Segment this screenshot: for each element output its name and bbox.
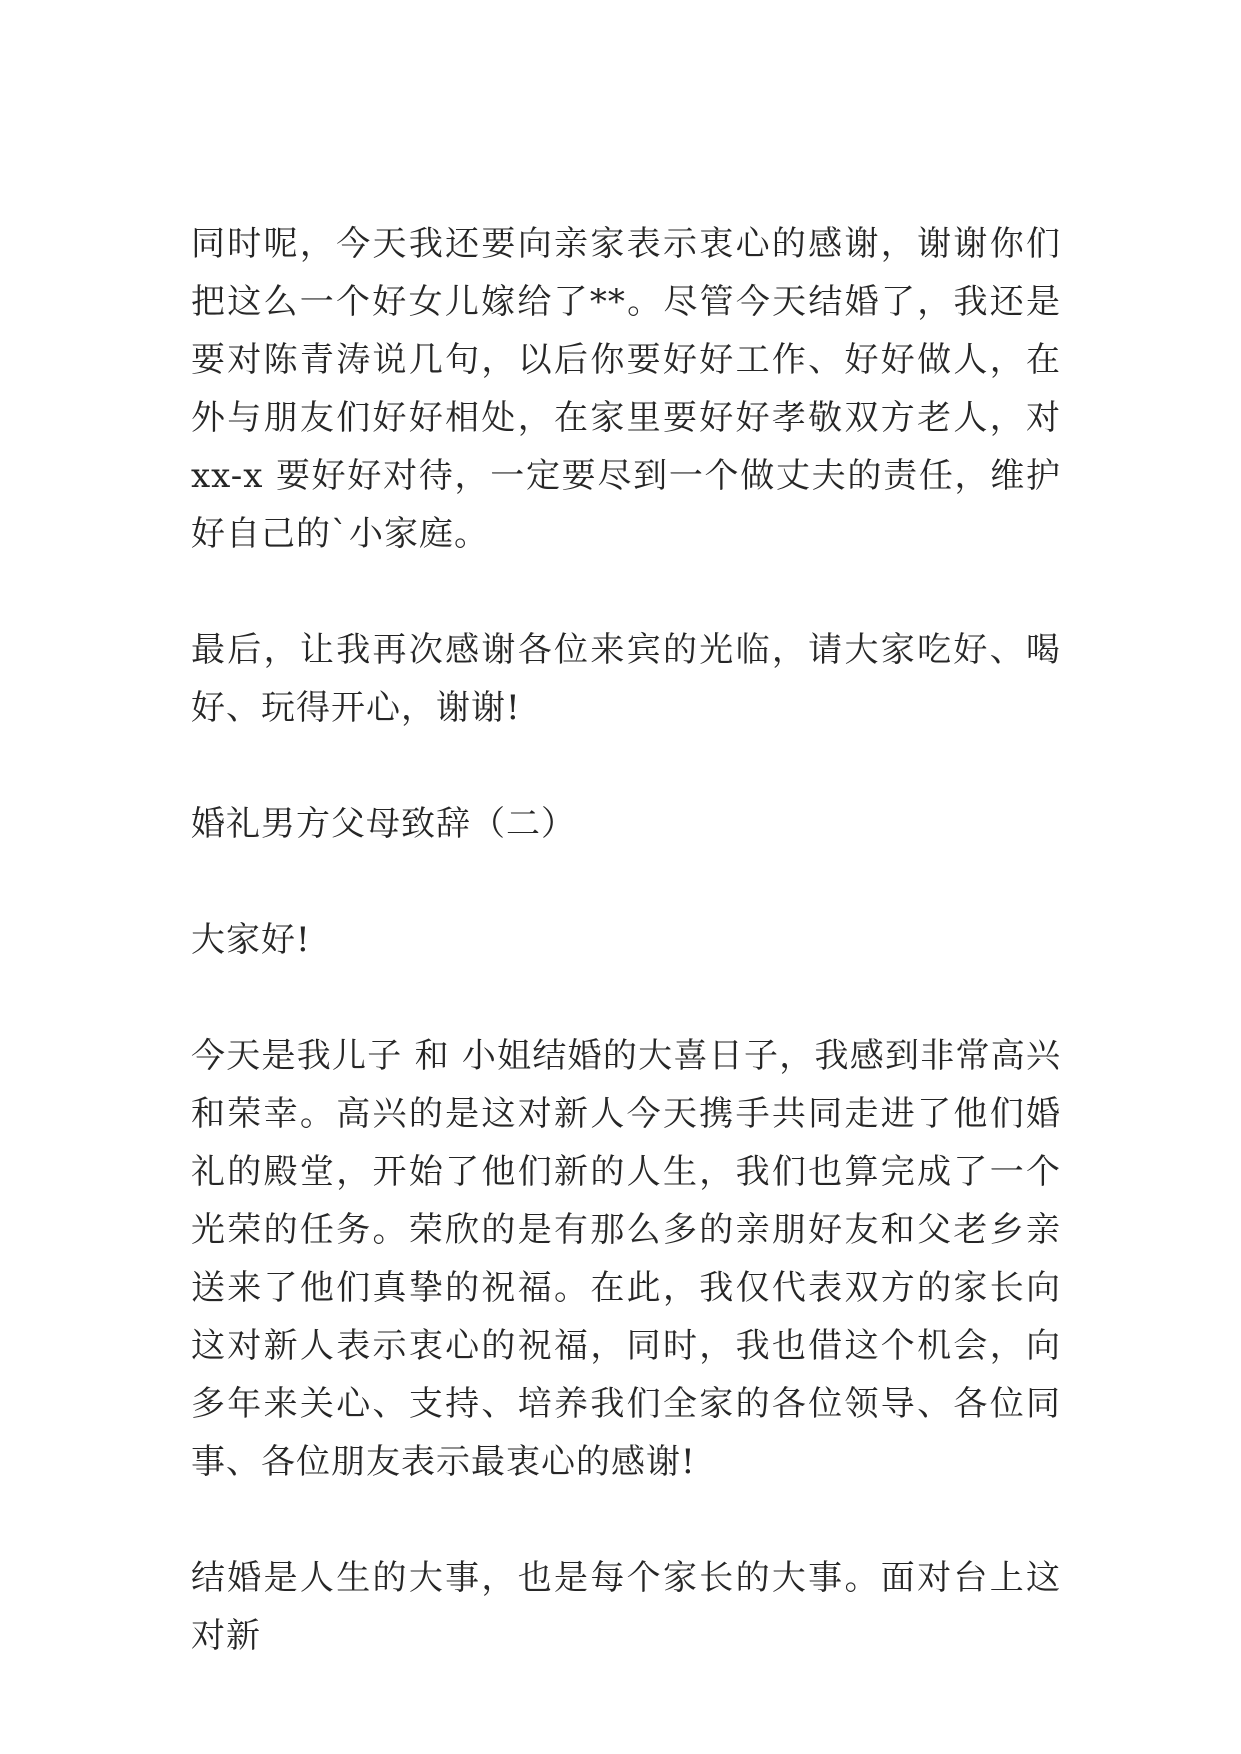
paragraph-closing-thanks: 最后，让我再次感谢各位来宾的光临，请大家吃好、喝好、玩得开心，谢谢!	[191, 630, 1061, 728]
paragraph-greeting: 大家好!	[191, 920, 311, 960]
paragraph-wedding-joy: 今天是我儿子 和 小姐结婚的大喜日子，我感到非常高兴和荣幸。高兴的是这对新人今天携手共同走进了他们婚礼的殿堂，开始了他们新的人生，我们也算完成了一个光荣的任务。荣欣的是有那么多的亲朋好友和父老乡亲送来了他们真挚的祝福。在此，我仅代表双方的家长向这对新人表示衷心的祝福，同时，我也借这个机会，向多年来关心、支持、培养我们全家的各位领导、各位同事、各位朋友表示最衷心的感谢!	[191, 1036, 1061, 1482]
paragraph-marriage-importance: 结婚是人生的大事，也是每个家长的大事。面对台上这对新	[191, 1558, 1061, 1656]
paragraph-thanks-in-laws: 同时呢，今天我还要向亲家表示衷心的感谢，谢谢你们把这么一个好女儿嫁给了**。尽管今天结婚了，我还是要对陈青涛说几句，以后你要好好工作、好好做人，在外与朋友们好好相处，在家里要好好孝敬双方老人，对 xx-x 要好好对待，一定要尽到一个做丈夫的责任，维护好自己的`小家庭。	[191, 224, 1061, 554]
section-heading: 婚礼男方父母致辞（二）	[191, 804, 576, 844]
document-body	[191, 215, 1061, 1665]
